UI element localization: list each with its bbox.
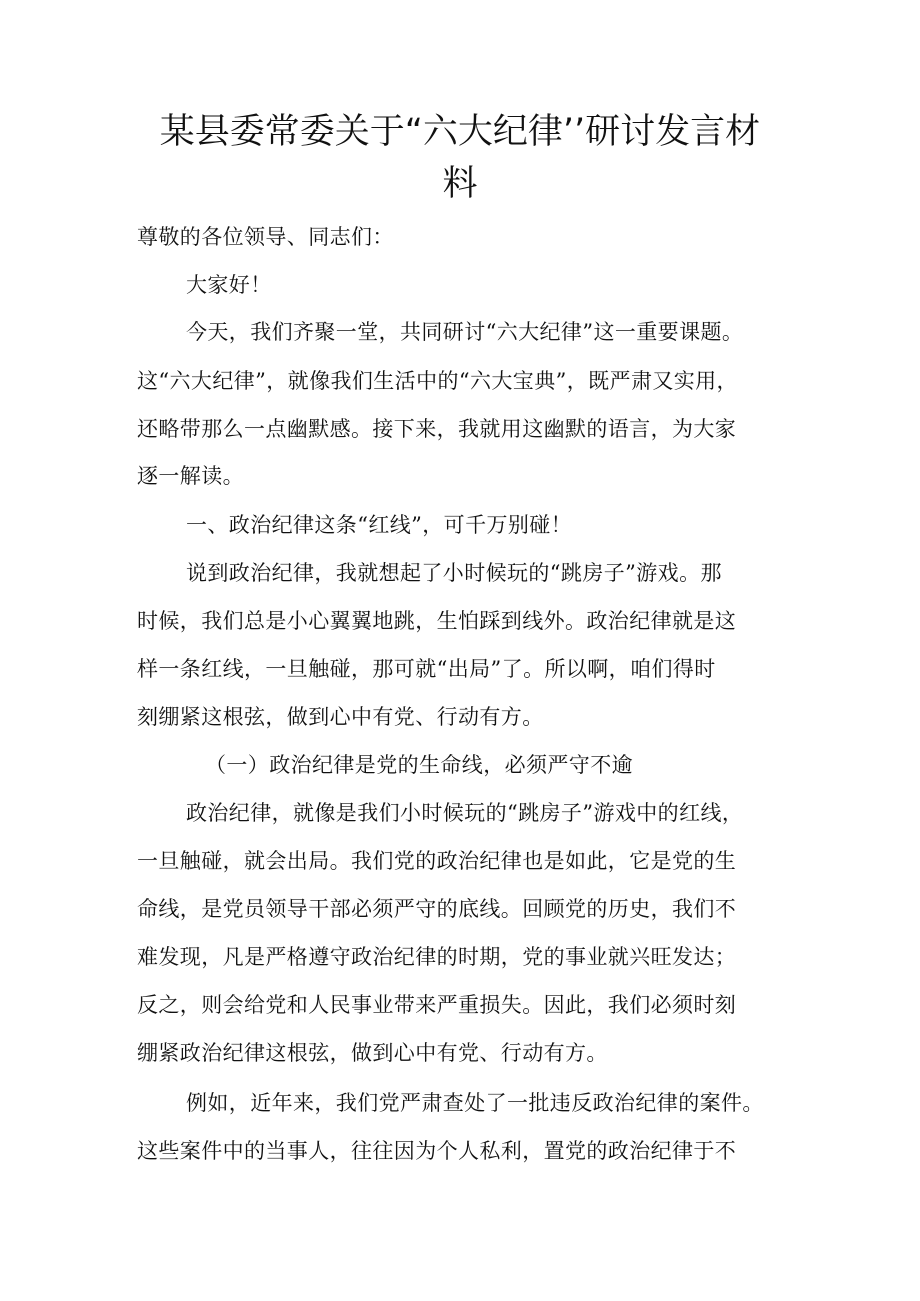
paragraph-line: 难发现，凡是严格遵守政治纪律的时期，党的事业就兴旺发达； bbox=[137, 945, 737, 969]
paragraph-line: 绷紧政治纪律这根弦，做到心中有党、行动有方。 bbox=[137, 1041, 608, 1065]
paragraph-line: 命线，是党员领导干部必须严守的底线。回顾党的历史，我们不 bbox=[137, 897, 737, 921]
paragraph-line: 还略带那么一点幽默感。接下来，我就用这幽默的语言，为大家 bbox=[137, 417, 737, 441]
paragraph-line: 例如，近年来，我们党严肃查处了一批违反政治纪律的案件。 bbox=[186, 1091, 764, 1115]
paragraph-line: 逐一解读。 bbox=[137, 464, 244, 488]
document-title-line-1: 某县委常委关于“六大纪律’’研讨发言材 bbox=[159, 112, 761, 152]
paragraph-line: 刻绷紧这根弦，做到心中有党、行动有方。 bbox=[137, 705, 544, 729]
subsection-heading: （一）政治纪律是党的生命线，必须严守不逾 bbox=[205, 753, 633, 777]
paragraph-line: 今天，我们齐聚一堂，共同研讨“六大纪律”这一重要课题。 bbox=[186, 320, 744, 344]
paragraph-line: 反之，则会给党和人民事业带来严重损失。因此，我们必须时刻 bbox=[137, 993, 737, 1017]
paragraph-line: 时候，我们总是小心翼翼地跳，生怕踩到线外。政治纪律就是这 bbox=[137, 609, 737, 633]
paragraph-line: 政治纪律，就像是我们小时候玩的“跳房子”游戏中的红线， bbox=[186, 801, 744, 825]
paragraph-line: 这些案件中的当事人，往往因为个人私利，置党的政治纪律于不 bbox=[137, 1139, 737, 1163]
paragraph-line: 一旦触碰，就会出局。我们党的政治纪律也是如此，它是党的生 bbox=[137, 849, 737, 873]
paragraph-line: 样一条红线，一旦触碰，那可就“出局”了。所以啊，咱们得时 bbox=[137, 657, 716, 681]
salutation: 尊敬的各位领导、同志们： bbox=[137, 225, 394, 249]
paragraph-line: 这“六大纪律”，就像我们生活中的“六大宝典”，既严肃又实用， bbox=[137, 369, 738, 393]
document-title-line-2: 料 bbox=[442, 164, 478, 204]
section-heading: 一、政治纪律这条“红线”，可千万别碰！ bbox=[186, 513, 573, 537]
paragraph-line: 说到政治纪律，我就想起了小时候玩的“跳房子”游戏。那 bbox=[186, 561, 722, 585]
greeting: 大家好！ bbox=[186, 273, 272, 297]
